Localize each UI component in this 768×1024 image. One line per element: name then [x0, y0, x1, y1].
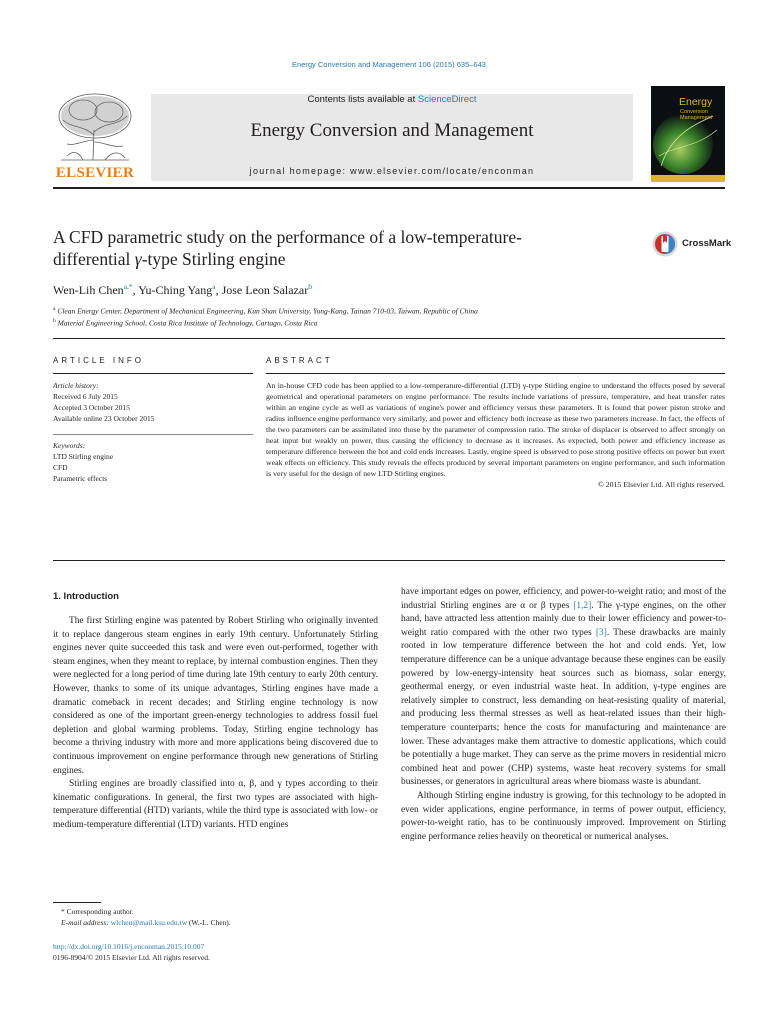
keywords-rule	[53, 434, 253, 435]
journal-cover-thumbnail[interactable]	[651, 86, 725, 182]
affiliation-b	[53, 318, 318, 328]
author-name: Wen-Lih Chen	[53, 283, 124, 297]
paragraph: Stirling engines are broadly classified into α, β, and γ types according to their kinematic configurations. In general, the first two types are associated with high-temperature differential (HTD) variants, while the third type is associated with low- or medium-temperature differential (LTD) variants. HTD engines	[53, 779, 378, 830]
article-info-rule	[53, 373, 253, 374]
email-note	[53, 917, 231, 928]
section-heading-introduction: 1. Introduction	[53, 591, 119, 602]
abstract-rule	[266, 373, 725, 374]
section-rule	[53, 338, 725, 339]
footnote-mark: *	[61, 907, 65, 916]
abstract-text: An in-house CFD code has been applied to a low-temperature-differential (LTD) γ-type Stirling engine to understand the effects posed by several geometrical and operational parameters on engine performance. The results include variations of pressure, temperature, and heat transfer rates within an engine cycle as well as variations of engine's power and efficiency versus these parameters. It is found that power piston stroke and radius influence engine performance very similarly, and power and efficiency both increase as these two parameters increase. In fact, the effects of the two parameters can be assimilated into those by the parameter of compression ratio. The stroke of displacer is observed to affect strongly on heat input but weakly on power, thus causing the efficiency to decrease as it increases. As expected, both power and efficiency increase as temperature difference between the hot and cold ends increases. Lastly, engine speed is observed to pose strong positive effects on power but exert weak effects on efficiency. This study reveals the effects produced by several important parameters on engine performance, and such information is very useful for the design of new LTD Stirling engines.	[266, 381, 725, 478]
abstract-heading: ABSTRACT	[266, 356, 333, 365]
author-affil-mark[interactable]: b	[308, 282, 312, 291]
paragraph: The first Stirling engine was patented by Robert Stirling who originally invented it to replace dangerous steam engines in early 19th century. Unfortunately Stirling engines never quite succeeded this task and were even out-performed, together with steam engines, when they meant to replace, by internal combustion engines. Then they were neglected for a long period of time during late 19th century to early 20th century. However, thanks to some of its unique advantages, Stirling engines have made a dramatic comeback in recent decades; and Stirling engine technology is now considered as one of the important green-energy technologies to address fossil fuel depletion and global warming problems. Today, Stirling engine technology has become a thriving industry with more and more applications being discovered due to continuous improvement on engine performance through new generations of Stirling engines.	[53, 616, 378, 776]
paragraph: Although Stirling engine industry is growing, for this technology to be adopted in even wider applications, engine performance, in terms of power output, efficiency, power-to-weight ratio, has to be continuously improved. Improvement on Stirling engine performance relies heavily on theoretical or numerical analyses.	[401, 790, 726, 842]
paragraph-text: have important edges on power, efficiency, and power-to-weight ratio; and most of the industrial Stirling engines are α or β types	[401, 587, 726, 611]
journal-citation[interactable]: Energy Conversion and Management 106 (2015) 635–643	[292, 60, 486, 69]
title-part-1: A CFD parametric study on the performance of a low-temperature-	[53, 227, 522, 247]
citation-link[interactable]: [1,2]	[573, 600, 592, 611]
contents-prefix: Contents lists available at	[307, 94, 418, 105]
history-accepted: Accepted 3 October 2015	[53, 403, 130, 412]
contents-line	[151, 94, 633, 105]
email-owner: (W.-L. Chen).	[187, 918, 231, 927]
affiliation-a	[53, 306, 478, 316]
keyword-item: Parametric effects	[53, 474, 108, 483]
author-affil-mark[interactable]: a,*	[123, 282, 133, 291]
footnote-text: Corresponding author.	[66, 907, 134, 916]
sciencedirect-link[interactable]: ScienceDirect	[417, 94, 477, 105]
abstract-copyright: © 2015 Elsevier Ltd. All rights reserved.	[597, 480, 725, 489]
affiliation-mark: a	[53, 306, 56, 312]
paragraph-text: . The γ-type engines, on the other hand, have attracted less attention mainly due to their lower efficiency and power-to-weight ratio compared with the other two types	[401, 600, 727, 638]
email-link[interactable]: wlchen@mail.ksu.edu.tw	[110, 918, 187, 927]
paragraph	[401, 586, 726, 790]
affiliation-text: Clean Energy Center, Department of Mechanical Engineering, Kun Shan University, Yung-Kang, Tainan 710-03, Taiwan, Republic of China	[57, 306, 478, 316]
author-name: Jose Leon Salazar	[221, 283, 309, 297]
cover-subtitle: Conversion Management	[680, 109, 713, 121]
history-label: Article history:	[53, 381, 99, 390]
affiliation-mark: b	[53, 318, 56, 324]
doi-link[interactable]: http://dx.doi.org/10.1016/j.enconman.2015.10.007	[53, 942, 205, 951]
keyword-item: LTD Stirling engine	[53, 452, 114, 461]
history-online: Available online 23 October 2015	[53, 414, 155, 423]
email-label: E-mail address:	[61, 918, 111, 927]
corresponding-author-note	[53, 906, 134, 917]
body-column-left	[53, 615, 378, 833]
journal-homepage	[151, 166, 633, 176]
author-name: Yu-Ching Yang	[138, 283, 213, 297]
abstract-body	[266, 380, 725, 490]
paper-title	[53, 226, 613, 270]
keywords-label: Keywords:	[53, 441, 86, 450]
author-affil-mark[interactable]: a	[212, 282, 216, 291]
header-rule	[53, 187, 725, 189]
keyword-item: CFD	[53, 463, 68, 472]
author-list	[53, 282, 312, 298]
affiliation-text: Material Engineering School, Costa Rica Institute of Technology, Cartago, Costa Rica	[57, 318, 318, 328]
title-gamma: γ	[134, 249, 142, 269]
homepage-link[interactable]: www.elsevier.com/locate/enconman	[350, 166, 535, 176]
abstract-end-rule	[53, 560, 725, 561]
citation-link[interactable]: [3]	[595, 627, 607, 638]
issn-line: 0196-8904/© 2015 Elsevier Ltd. All rights reserved.	[53, 953, 210, 962]
article-info-heading: ARTICLE INFO	[53, 356, 144, 365]
title-part-2: differential	[53, 249, 135, 269]
body-column-right	[401, 586, 726, 844]
history-received: Received 6 July 2015	[53, 392, 118, 401]
crossmark-label[interactable]: CrossMark	[682, 238, 732, 249]
homepage-prefix: journal homepage:	[249, 166, 351, 176]
journal-title[interactable]: Energy Conversion and Management	[250, 120, 534, 141]
paragraph-text: . These drawbacks are mainly rooted in low temperature difference between the hot and cold ends. Yet, low temperature difference can be a unique advantage because these engines can be easily powered by low-energy-intensity heat sources such as biomass, solar energy, geothermal energy, or even industrial waste heat. In addition, γ-type engines are relatively simpler to construct, less demanding on heat-resisting quality of material, and producing less thermal stresses as well as heat-related issues than their high-temperature counterparts; hence the costs for manufacturing and maintenance are lower. These advantages make them attractive to domestic applications, which could be potentially a huge market. They can serve as the prime movers in residential micro combined heat and power (CHP) systems, waste heat recovery systems for small businesses, or generators in agricultural areas where biomass waste is abundant.	[401, 627, 726, 788]
title-part-3: -type Stirling engine	[141, 249, 286, 269]
author-separator: ,	[132, 283, 139, 297]
cover-title: Energy	[679, 96, 713, 108]
publisher-wordmark: ELSEVIER	[55, 165, 135, 181]
footnote-rule	[53, 902, 101, 903]
author-separator: ,	[215, 283, 222, 297]
